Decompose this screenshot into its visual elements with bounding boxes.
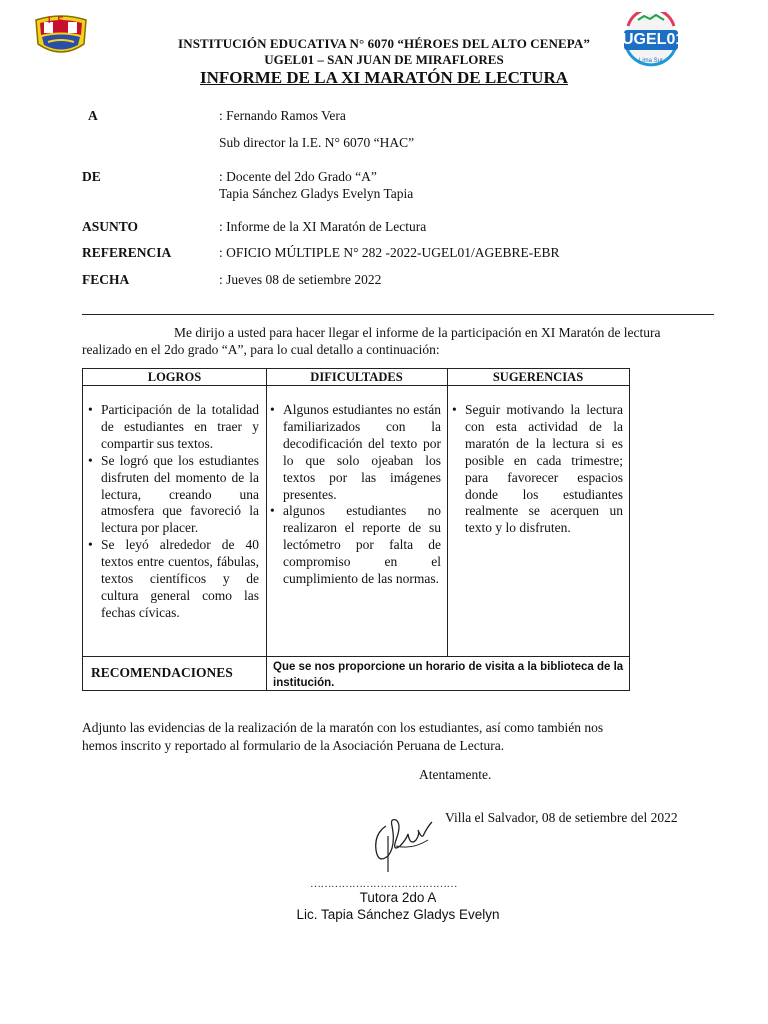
header-logros: LOGROS: [147, 370, 202, 384]
intro-line-2: realizado en el 2do grado “A”, para lo cual detallo a continuación:: [82, 342, 440, 357]
ugel-logo-text: UGEL01: [622, 31, 685, 48]
signature-line: ……………………………………: [310, 878, 457, 890]
report-title-text: INFORME DE LA XI MARATÓN DE LECTURA: [199, 68, 569, 87]
report-title: [0, 68, 768, 88]
field-a-label: A: [88, 108, 98, 123]
salutation: Atentamente.: [419, 767, 492, 782]
header-divider: [82, 314, 714, 315]
header-dificultades: DIFICULTADES: [310, 370, 403, 384]
dificultad-item: • Algunos estudiantes no están familiarizados con la decodificación del texto por lo que solo ojeaban los textos por las imágenes presentes.: [267, 402, 441, 503]
ugel-name: UGEL01 – SAN JUAN DE MIRAFLORES: [264, 52, 504, 67]
recomendaciones-text: Que se nos proporcione un horario de visita a la biblioteca de la institución.: [273, 661, 624, 689]
field-a-value: : Fernando Ramos Vera: [219, 108, 346, 123]
logo-left-text: IE: [48, 15, 71, 25]
field-asunto-value: : Informe de la XI Maratón de Lectura: [219, 219, 427, 234]
logros-column: [85, 402, 259, 622]
logro-item: • Se logró que los estudiantes disfruten del momento de la lectura, creando una atmosfera que favoreció la lectura por placer.: [85, 453, 259, 538]
signer-role: Tutora 2do A: [359, 890, 437, 905]
field-a-role: Sub director la I.E. N° 6070 “HAC”: [219, 135, 415, 150]
sugerencias-column: [449, 402, 623, 537]
report-table: [82, 368, 630, 691]
table-divider-rec: [266, 656, 267, 691]
logro-item: • Participación de la totalidad de estudiantes en traer y compartir sus textos.: [85, 402, 259, 453]
handwritten-signature: [366, 806, 440, 876]
closing-line-2: hemos inscrito y reportado al formulario de la Asociación Peruana de Lectura.: [82, 738, 505, 753]
table-divider-2: [447, 369, 448, 656]
field-fecha-value: : Jueves 08 de setiembre 2022: [219, 272, 382, 287]
signer-name: Lic. Tapia Sánchez Gladys Evelyn: [296, 907, 500, 922]
field-de-name: Tapia Sánchez Gladys Evelyn Tapia: [219, 186, 414, 201]
place-date: Villa el Salvador, 08 de setiembre del 2022: [445, 810, 678, 825]
dificultad-item: • algunos estudiantes no realizaron el reporte de su lectómetro por falta de compromiso en el cumplimiento de las normas.: [267, 503, 441, 588]
field-asunto-label: ASUNTO: [82, 219, 139, 234]
field-de-label: DE: [82, 169, 101, 184]
field-referencia-label: REFERENCIA: [82, 245, 172, 260]
field-fecha-label: FECHA: [82, 272, 130, 287]
table-header-rule: [83, 385, 629, 386]
intro-line-1: Me dirijo a usted para hacer llegar el informe de la participación en XI Maratón de lectura: [174, 325, 661, 340]
header-sugerencias: SUGERENCIAS: [492, 370, 584, 384]
field-de-value: : Docente del 2do Grado “A”: [219, 169, 377, 184]
dificultades-column: [267, 402, 441, 588]
sugerencia-item: • Seguir motivando la lectura con esta actividad de la maratón de la lectura si es posible en cada trimestre; para favorecer espacios donde los estudiantes realmente se acerquen un texto y lo disfruten.: [449, 402, 623, 537]
recomendaciones-label: RECOMENDACIONES: [91, 665, 233, 680]
table-rec-rule: [83, 656, 629, 657]
ugel-logo-subtext: Lima Sur: [638, 58, 664, 64]
field-referencia-value: : OFICIO MÚLTIPLE N° 282 -2022-UGEL01/AGEBRE-EBR: [219, 245, 560, 260]
logro-item: • Se leyó alrededor de 40 textos entre cuentos, fábulas, textos científicos y de cultura general como las fechas cívicas.: [85, 537, 259, 622]
closing-line-1: Adjunto las evidencias de la realización de la maratón con los estudiantes, así como también nos: [82, 720, 604, 735]
institution-name: INSTITUCIÓN EDUCATIVA N° 6070 “HÉROES DEL ALTO CENEPA”: [178, 36, 590, 51]
